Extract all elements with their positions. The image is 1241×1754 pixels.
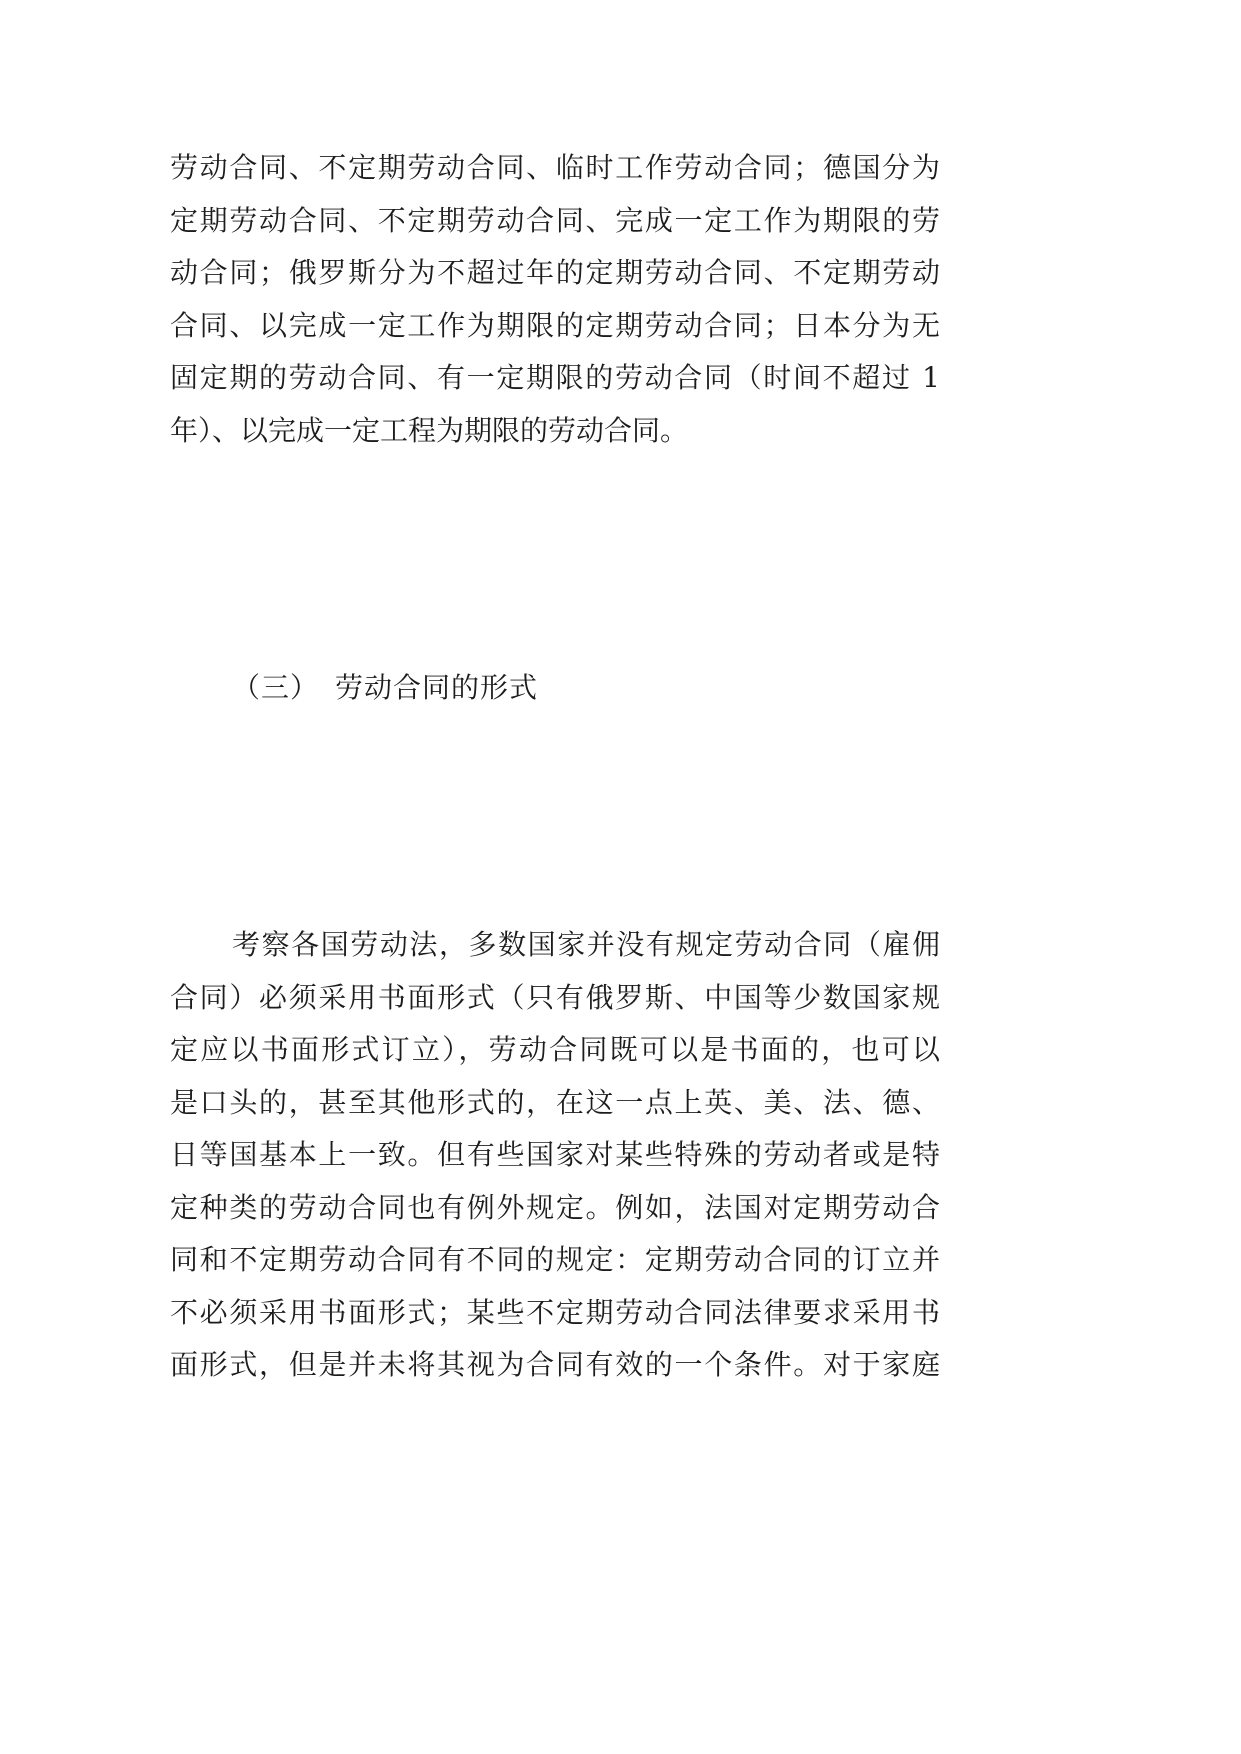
text-line: 定期劳动合同、不定期劳动合同、完成一定工作为期限的劳: [170, 203, 940, 237]
section-title: 劳动合同的形式: [335, 671, 539, 704]
text-line: 劳动合同、不定期劳动合同、临时工作劳动合同；德国分为: [170, 151, 940, 184]
paragraph-body: [170, 919, 940, 1392]
text-line: 同和不定期劳动合同有不同的规定：定期劳动合同的订立并: [170, 1243, 940, 1276]
text-line: 合同）必须采用书面形式（只有俄罗斯、中国等少数国家规: [170, 980, 940, 1014]
text-line: 动合同；俄罗斯分为不超过年的定期劳动合同、不定期劳动: [170, 256, 940, 289]
text-line: 日等国基本上一致。但有些国家对某些特殊的劳动者或是特: [170, 1138, 940, 1171]
text-line: 不必须采用书面形式；某些不定期劳动合同法律要求采用书: [170, 1295, 940, 1329]
text-line: 面形式，但是并未将其视为合同有效的一个条件。对于家庭: [170, 1348, 940, 1381]
text-line: 考察各国劳动法，多数国家并没有规定劳动合同（雇佣: [232, 928, 940, 961]
text-line: 年）、以完成一定工程为期限的劳动合同。: [170, 413, 689, 447]
text-line: 是口头的，甚至其他形式的，在这一点上英、美、法、德、: [170, 1085, 940, 1119]
text-line: 定种类的劳动合同也有例外规定。例如，法国对定期劳动合: [170, 1190, 940, 1224]
text-line: 合同、以完成一定工作为期限的定期劳动合同；日本分为无: [170, 308, 940, 342]
paragraph-continuation: [170, 142, 940, 457]
section-number: （三）: [232, 671, 320, 704]
section-heading: [232, 662, 538, 715]
text-line: 定应以书面形式订立），劳动合同既可以是书面的，也可以: [170, 1033, 940, 1066]
text-line: 固定期的劳动合同、有一定期限的劳动合同（时间不超过 1: [170, 361, 940, 394]
